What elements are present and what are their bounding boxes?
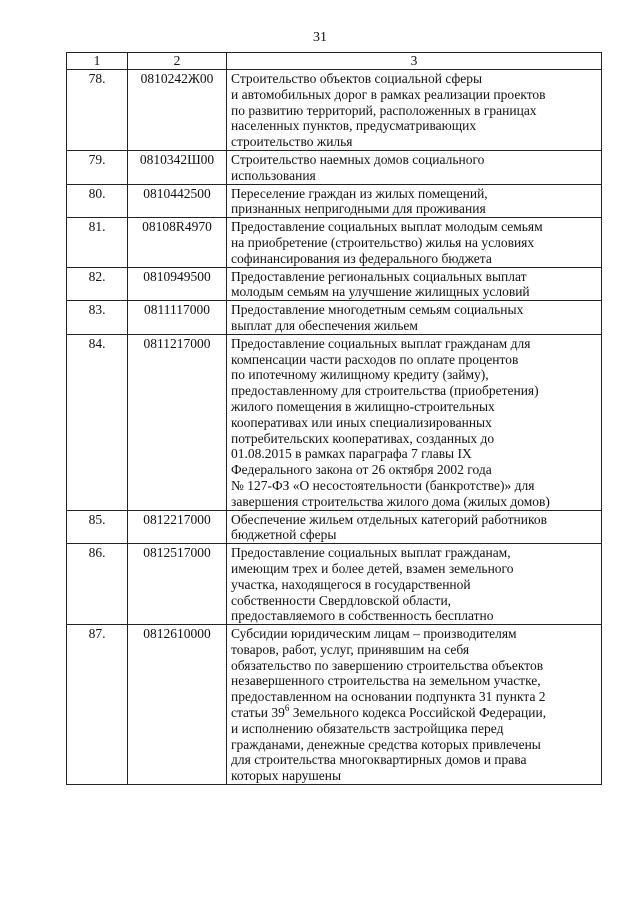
row-description-part-1: Субсидии юридическим лицам – производителям товаров, работ, услуг, принявшим на себя обязательство по завершению строительства объектов незавершенного строительства на земельном участке, предоставленном на основании подпункта 31 пункта 2 статьи 39 xyxy=(231,626,546,721)
row-description: Строительство объектов социальной сферы и автомобильных дорог в рамках реализации проектов по развитию территорий, расположенных в границах населенных пунктов, предусматривающих строительство жилья xyxy=(231,71,546,150)
row-number: 79. xyxy=(88,151,106,167)
table-row xyxy=(67,510,602,544)
table-row xyxy=(67,70,602,151)
row-code: 0811117000 xyxy=(144,302,210,318)
row-description: Предоставление многодетным семьям социальных выплат для обеспечения жильем xyxy=(231,302,524,333)
row-description: Предоставление региональных социальных выплат молодым семьям на улучшение жилищных условий xyxy=(231,268,530,300)
row-code: 0812217000 xyxy=(143,511,211,527)
header-col-3: 3 xyxy=(227,53,602,70)
superscript-article-index: 6 xyxy=(284,702,290,713)
table-row xyxy=(67,150,602,184)
row-description: Строительство наемных домов социального использования xyxy=(231,151,485,183)
row-description-part-2: Земельного кодекса Российской Федерации, и исполнению обязательств застройщика перед гражданами, денежные средства которых привлечены для строительства многоквартирных домов и права которых нарушены xyxy=(231,705,547,784)
row-code: 0810949500 xyxy=(143,268,211,284)
table-row xyxy=(67,301,602,335)
row-code: 08108R4970 xyxy=(142,219,212,235)
row-number: 80. xyxy=(88,185,106,201)
row-description: Переселение граждан из жилых помещений, признанных непригодными для проживания xyxy=(231,185,488,217)
header-col-1: 1 xyxy=(67,53,128,70)
row-number: 82. xyxy=(88,268,106,284)
row-number: 86. xyxy=(88,545,106,561)
row-description: Обеспечение жильем отдельных категорий работников бюджетной сферы xyxy=(231,511,548,543)
row-number: 85. xyxy=(88,511,106,527)
row-number: 87. xyxy=(88,626,106,642)
table-row xyxy=(67,267,602,301)
budget-codes-table xyxy=(66,52,602,785)
row-description: Предоставление социальных выплат молодым семьям на приобретение (строительство) жилья на условиях софинансирования из федерального бюджета xyxy=(231,219,543,266)
table-row xyxy=(67,334,602,510)
row-code: 0810242Ж00 xyxy=(140,71,214,86)
row-description: Предоставление социальных выплат гражданам, имеющим трех и более детей, взамен земельного участка, находящегося в государственной собственности Свердловской области, предоставляемого в собственность бесплатно xyxy=(231,545,514,624)
table-header-row xyxy=(67,53,602,70)
row-code: 0812610000 xyxy=(143,626,211,642)
table-row xyxy=(67,218,602,267)
row-number: 84. xyxy=(88,335,106,351)
row-code: 0812517000 xyxy=(143,545,211,561)
row-number: 78. xyxy=(88,71,106,86)
table-row xyxy=(67,184,602,218)
row-code: 0811217000 xyxy=(143,335,211,351)
page-number: 31 xyxy=(313,30,327,45)
header-col-2: 2 xyxy=(128,53,227,70)
row-number: 83. xyxy=(88,302,106,318)
row-description: Предоставление социальных выплат гражданам для компенсации части расходов по оплате процентов по ипотечному жилищному кредиту (займу), предоставленному для строительства (приобретения) жилого помещения в жилищно-строительных кооперативах или иных специализированных потребительских кооперативах, созданных до 01.08.2015 в рамках параграфа 7 главы IX Федерального закона от 26 октября 2002 года № 127-ФЗ «О несостоятельности (банкротстве)» для завершения строительства жилого дома (жилых домов) xyxy=(231,335,550,509)
table-row xyxy=(67,544,602,625)
row-code: 0810342Ш00 xyxy=(139,151,215,167)
row-number: 81. xyxy=(88,219,106,235)
table-row xyxy=(67,625,602,785)
row-description xyxy=(227,625,601,784)
row-code: 0810442500 xyxy=(143,185,211,201)
